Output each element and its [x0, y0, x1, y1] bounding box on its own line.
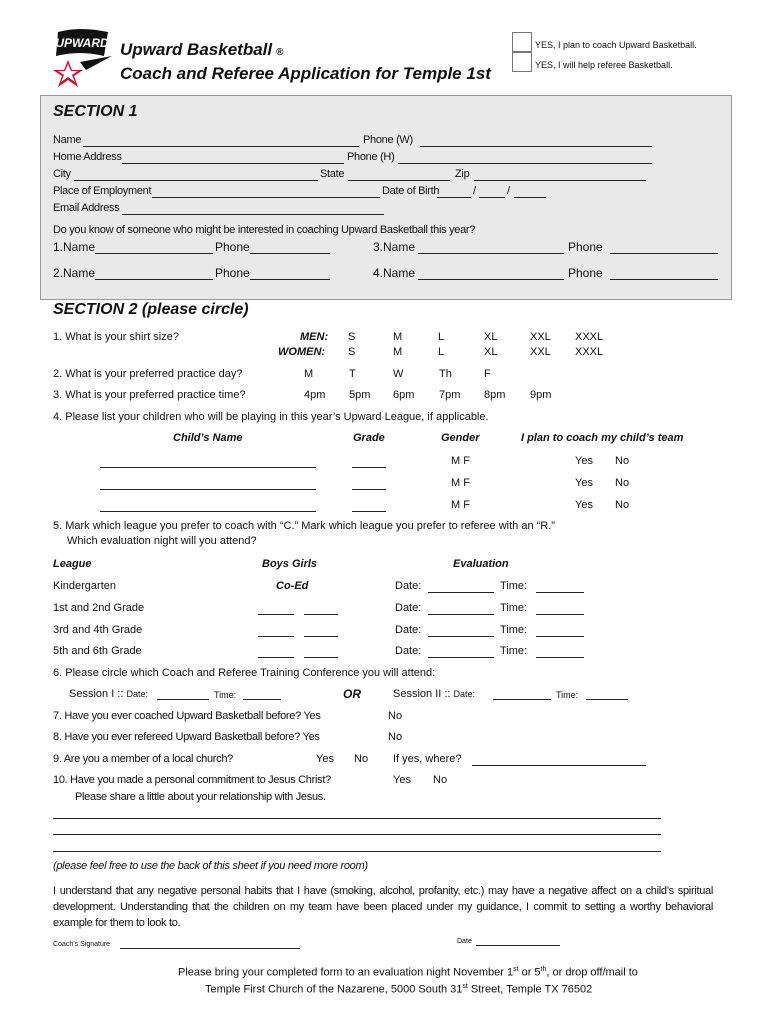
child1-grade-input[interactable] [352, 467, 386, 468]
time-7pm[interactable]: 7pm [439, 389, 461, 401]
title-line2: Coach and Referee Application for Temple 1st [120, 64, 491, 83]
league-5th-6th-boys[interactable] [258, 657, 294, 658]
time-4pm[interactable]: 4pm [304, 389, 326, 401]
child2-gender[interactable]: M F [451, 477, 470, 489]
session1-time-label: Time: [214, 690, 237, 700]
league-kindergarten-time-input[interactable] [536, 592, 584, 593]
league-kindergarten: Kindergarten [53, 580, 116, 592]
dob-label: Date of Birth [382, 185, 440, 197]
men-size-s[interactable]: S [348, 331, 356, 343]
league-1st-2nd-time-label: Time: [500, 602, 528, 614]
ref1-name-label: 1.Name [53, 240, 96, 254]
league-3rd-4th: 3rd and 4th Grade [53, 624, 143, 636]
league-3rd-4th-boys[interactable] [258, 636, 294, 637]
child-name-header: Child’s Name [173, 432, 243, 444]
time-9pm[interactable]: 9pm [530, 389, 552, 401]
child2-no[interactable]: No [615, 477, 630, 489]
signature-date-input[interactable] [476, 945, 560, 946]
email-label: Email Address [53, 202, 120, 214]
dob-year-input[interactable] [514, 197, 546, 198]
session2-label: Session II :: [393, 688, 454, 700]
signature-label: Coach’s Signature [53, 941, 111, 948]
session2-time-label: Time: [556, 690, 579, 700]
q10-label: 10. Have you made a personal commitment to Jesus Christ? [53, 774, 331, 786]
day-f[interactable]: F [484, 368, 491, 380]
child2-yes[interactable]: Yes [575, 477, 593, 489]
q5-line2: Which evaluation night will you attend? [67, 535, 257, 547]
day-th[interactable]: Th [439, 368, 452, 380]
signature-date-label: Date [457, 938, 472, 945]
evaluation-header: Evaluation [453, 558, 509, 570]
child1-gender[interactable]: M F [451, 455, 470, 467]
footer-line2: Temple First Church of the Nazarene, 5000 South 31st Street, Temple TX 76502 [205, 983, 593, 996]
phone-w-input[interactable] [420, 146, 652, 147]
league-5th-6th-time-input[interactable] [536, 657, 584, 658]
child3-name-input[interactable] [100, 511, 316, 512]
league-1st-2nd-girls[interactable] [304, 614, 338, 615]
statement: I understand that any negative personal habits that I have (smoking, alcohol, profanity, etc.) may have a negative affect on a child’s spiritual development. Understanding that the children on my team have been placed under my guidance, I commit to setting a worthy behavioral example for them to look to. [53, 885, 713, 929]
session1-date-input[interactable] [157, 699, 209, 700]
q7-label: 7. Have you ever coached Upward Basketball before? Yes [53, 710, 321, 722]
ref3-name-input[interactable] [418, 253, 564, 254]
women-label: WOMEN: [278, 346, 326, 358]
day-t[interactable]: T [349, 368, 356, 380]
testimony-line-1[interactable] [53, 818, 661, 819]
section2-title: SECTION 2 (please circle) [53, 301, 249, 318]
session1-label: Session I :: [69, 688, 127, 700]
league-1st-2nd: 1st and 2nd Grade [53, 602, 145, 614]
back-note: (please feel free to use the back of this sheet if you need more room) [53, 860, 368, 872]
child3-no[interactable]: No [615, 499, 630, 511]
league-3rd-4th-girls[interactable] [304, 636, 338, 637]
league-3rd-4th-time-input[interactable] [536, 636, 584, 637]
coach-child-header: I plan to coach my child’s team [521, 432, 684, 444]
session2-date-input[interactable] [493, 699, 551, 700]
child3-grade-input[interactable] [352, 511, 386, 512]
ref3-phone-label: Phone [568, 240, 603, 254]
women-size-l[interactable]: L [438, 346, 445, 358]
employment-label: Place of Employment [53, 185, 152, 197]
upward-logo [50, 26, 116, 90]
women-size-xxl[interactable]: XXL [530, 346, 551, 358]
day-m[interactable]: M [304, 368, 314, 380]
q3-label: 3. What is your preferred practice time? [53, 389, 246, 401]
men-size-xxxl[interactable]: XXXL [575, 331, 604, 343]
gender-header: Gender [441, 432, 480, 444]
coach-checkbox-label: YES, I plan to coach Upward Basketball. [535, 40, 697, 50]
zip-label: Zip [455, 168, 470, 180]
q10-no[interactable]: No [433, 774, 448, 786]
phone-h-label: Phone (H) [347, 151, 395, 163]
ref2-name-label: 2.Name [53, 266, 96, 280]
q9-where-label: If yes, where? [393, 753, 462, 765]
name-label: Name [53, 134, 82, 146]
session1-time-input[interactable] [243, 699, 281, 700]
phone-w-label: Phone (W) [363, 134, 413, 146]
time-6pm[interactable]: 6pm [393, 389, 415, 401]
q10-yes[interactable]: Yes [393, 774, 411, 786]
signature-input[interactable] [120, 948, 300, 949]
child3-gender[interactable]: M F [451, 499, 470, 511]
ref1-phone-input[interactable] [250, 253, 330, 254]
q8-no[interactable]: No [388, 731, 403, 743]
league-5th-6th-date-label: Date: [395, 645, 422, 657]
q9-yes[interactable]: Yes [316, 753, 334, 765]
dob-month-input[interactable] [437, 197, 471, 198]
dob-day-input[interactable] [479, 197, 505, 198]
session2-option[interactable] [393, 688, 475, 700]
league-3rd-4th-date-input[interactable] [428, 636, 494, 637]
section1-title: SECTION 1 [53, 103, 138, 120]
ref3-name-label: 3.Name [373, 240, 416, 254]
league-1st-2nd-time-input[interactable] [536, 614, 584, 615]
league-kindergarten-coed[interactable]: Co-Ed [276, 580, 309, 592]
title-line1: Upward Basketball ® [120, 40, 284, 59]
league-3rd-4th-date-label: Date: [395, 624, 422, 636]
men-size-xxl[interactable]: XXL [530, 331, 551, 343]
session1-date-label: Date: [126, 689, 148, 699]
ref3-phone-input[interactable] [610, 253, 718, 254]
time-5pm[interactable]: 5pm [349, 389, 371, 401]
q2-label: 2. What is your preferred practice day? [53, 368, 243, 380]
q9-no[interactable]: No [354, 753, 369, 765]
ref2-phone-label: Phone [215, 266, 250, 280]
session2-date-label: Date: [453, 689, 476, 699]
time-8pm[interactable]: 8pm [484, 389, 506, 401]
boys-girls-header: Boys Girls [262, 558, 318, 570]
q9-where-input[interactable] [472, 765, 646, 766]
email-input[interactable] [122, 214, 384, 215]
city-input[interactable] [74, 180, 318, 181]
session2-time-input[interactable] [586, 699, 628, 700]
child2-grade-input[interactable] [352, 489, 386, 490]
session1-option[interactable] [69, 688, 148, 700]
referral-question: Do you know of someone who might be interested in coaching Upward Basketball this year? [53, 224, 476, 236]
employment-input[interactable] [152, 197, 380, 198]
q5-line1: 5. Mark which league you prefer to coach with “C.” Mark which league you prefer to referee with an “R.” [53, 520, 555, 532]
city-label: City [53, 168, 71, 180]
q9-label: 9. Are you a member of a local church? [53, 753, 233, 765]
footer-line1: Please bring your completed form to an evaluation night November 1st or 5th, or drop off/mail to [178, 966, 638, 979]
ref2-phone-input[interactable] [250, 279, 330, 280]
league-1st-2nd-date-label: Date: [395, 602, 422, 614]
home-address-input[interactable] [122, 163, 344, 164]
league-5th-6th-date-input[interactable] [428, 657, 494, 658]
league-5th-6th-time-label: Time: [500, 645, 528, 657]
ref4-phone-label: Phone [568, 266, 603, 280]
grade-header: Grade [353, 432, 385, 444]
testimony-line-3[interactable] [53, 851, 661, 852]
women-size-m[interactable]: M [393, 346, 403, 358]
or-label: OR [343, 687, 361, 701]
referee-checkbox-label: YES, I will help referee Basketball. [535, 60, 673, 70]
league-5th-6th-girls[interactable] [304, 657, 338, 658]
ref1-phone-label: Phone [215, 240, 250, 254]
q10-sub: Please share a little about your relationship with Jesus. [75, 791, 326, 803]
home-address-label: Home Address [53, 151, 122, 163]
zip-input[interactable] [474, 180, 646, 181]
q7-no[interactable]: No [388, 710, 403, 722]
league-5th-6th: 5th and 6th Grade [53, 645, 142, 657]
child3-yes[interactable]: Yes [575, 499, 593, 511]
league-1st-2nd-date-input[interactable] [428, 614, 494, 615]
league-kindergarten-date-label: Date: [395, 580, 422, 592]
men-size-m[interactable]: M [393, 331, 403, 343]
q1-label: 1. What is your shirt size? [53, 331, 179, 343]
women-size-xxxl[interactable]: XXXL [575, 346, 604, 358]
day-w[interactable]: W [393, 368, 404, 380]
ref4-phone-input[interactable] [610, 279, 718, 280]
q8-label: 8. Have you ever refereed Upward Basketball before? Yes [53, 731, 320, 743]
league-kindergarten-date-input[interactable] [428, 592, 494, 593]
referee-checkbox[interactable] [512, 52, 532, 72]
women-size-xl[interactable]: XL [484, 346, 498, 358]
state-input[interactable] [348, 180, 450, 181]
league-3rd-4th-time-label: Time: [500, 624, 528, 636]
women-size-s[interactable]: S [348, 346, 356, 358]
child1-yes[interactable]: Yes [575, 455, 593, 467]
q4-label: 4. Please list your children who will be playing in this year’s Upward League, if applicable. [53, 411, 489, 423]
child1-name-input[interactable] [100, 467, 316, 468]
ref2-name-input[interactable] [95, 279, 213, 280]
registered-mark: ® [276, 47, 284, 58]
men-size-xl[interactable]: XL [484, 331, 498, 343]
men-size-l[interactable]: L [438, 331, 445, 343]
men-label: MEN: [300, 331, 329, 343]
league-kindergarten-time-label: Time: [500, 580, 528, 592]
child2-name-input[interactable] [100, 489, 316, 490]
ref4-name-label: 4.Name [373, 266, 416, 280]
coach-checkbox[interactable] [512, 32, 532, 52]
ref1-name-input[interactable] [95, 253, 213, 254]
child1-no[interactable]: No [615, 455, 630, 467]
league-1st-2nd-boys[interactable] [258, 614, 294, 615]
logo-text: UPWARD [55, 36, 109, 50]
testimony-line-2[interactable] [53, 834, 661, 835]
state-label: State [320, 168, 345, 180]
league-header: League [53, 558, 92, 570]
name-input[interactable] [83, 146, 359, 147]
q6-label: 6. Please circle which Coach and Referee Training Conference you will attend: [53, 667, 436, 679]
phone-h-input[interactable] [398, 163, 652, 164]
ref4-name-input[interactable] [418, 279, 564, 280]
